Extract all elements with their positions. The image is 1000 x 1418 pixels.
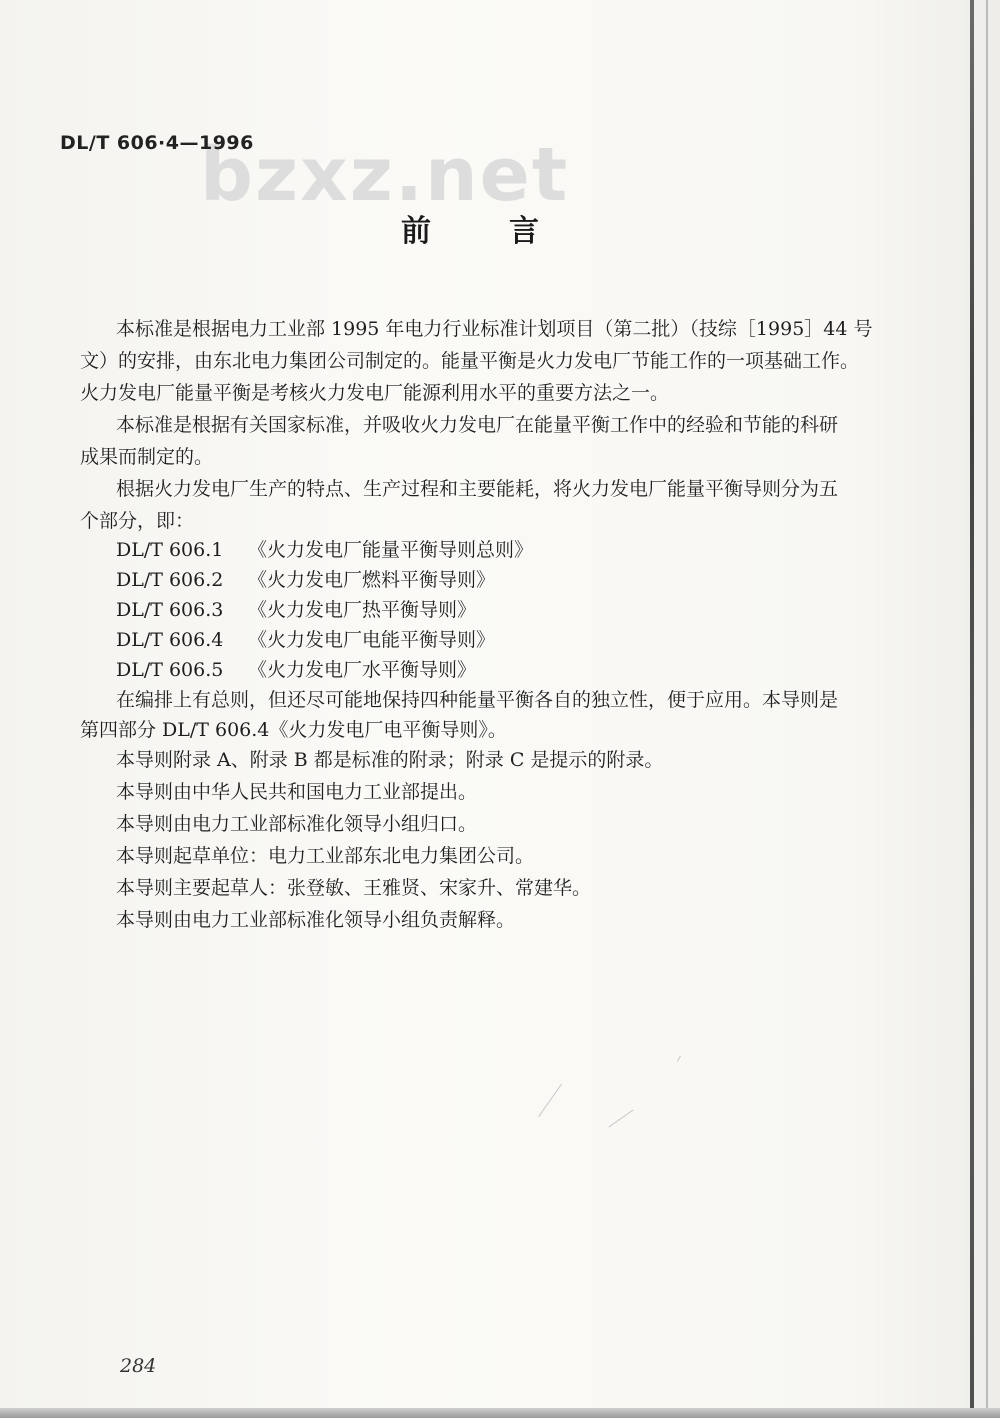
- paragraph-line: 本导则主要起草人：张登敏、王雅贤、宋家升、常建华。: [116, 877, 592, 899]
- watermark: bzxz.net: [200, 132, 570, 218]
- paragraph-line: 火力发电厂能量平衡是考核火力发电厂能源利用水平的重要方法之一。: [80, 382, 670, 404]
- paragraph-line: 本导则由中华人民共和国电力工业部提出。: [116, 781, 478, 803]
- scan-edge-line: [986, 0, 988, 1418]
- page-title: 前言: [401, 214, 617, 249]
- standard-list-item: [116, 568, 495, 592]
- standard-list-item: [116, 598, 476, 622]
- document-code: DL/T 606·4—1996: [60, 132, 254, 154]
- paragraph-line: 在编排上有总则，但还尽可能地保持四种能量平衡各自的独立性，便于应用。本导则是: [116, 689, 839, 711]
- standard-title: 《火力发电厂燃料平衡导则》: [248, 569, 496, 591]
- scan-bottom-edge: [0, 1408, 1000, 1418]
- paragraph-line: 文）的安排，由东北电力集团公司制定的。能量平衡是火力发电厂节能工作的一项基础工作。: [80, 350, 860, 372]
- paragraph-line: 本导则由电力工业部标准化领导小组负责解释。: [116, 909, 516, 931]
- page-number: 284: [120, 1355, 157, 1377]
- standard-title: 《火力发电厂热平衡导则》: [248, 599, 477, 621]
- scan-edge-shadow: [970, 0, 974, 1418]
- scan-mark: [538, 1084, 562, 1117]
- standard-code: DL/T 606.3: [116, 599, 224, 621]
- scan-mark: [608, 1109, 633, 1127]
- paragraph-line: 本导则附录 A、附录 B 都是标准的附录；附录 C 是提示的附录。: [116, 749, 664, 771]
- paragraph-line: 成果而制定的。: [80, 446, 214, 468]
- paragraph-line: 本标准是根据电力工业部 1995 年电力行业标准计划项目（第二批）（技综［1995］44 号: [116, 318, 873, 340]
- scan-mark: [677, 1056, 681, 1062]
- standard-code: DL/T 606.1: [116, 539, 224, 561]
- standard-title: 《火力发电厂能量平衡导则总则》: [248, 539, 534, 561]
- paragraph-line: 本导则起草单位：电力工业部东北电力集团公司。: [116, 845, 535, 867]
- paragraph-line: 个部分，即：: [80, 510, 195, 532]
- standard-title: 《火力发电厂电能平衡导则》: [248, 629, 496, 651]
- standard-list-item: [116, 658, 476, 682]
- standard-code: DL/T 606.2: [116, 569, 224, 591]
- paragraph-line: 本导则由电力工业部标准化领导小组归口。: [116, 813, 478, 835]
- paragraph-line: 本标准是根据有关国家标准，并吸收火力发电厂在能量平衡工作中的经验和节能的科研: [116, 414, 839, 436]
- standard-title: 《火力发电厂水平衡导则》: [248, 659, 477, 681]
- standard-code: DL/T 606.4: [116, 629, 224, 651]
- paragraph-line: 根据火力发电厂生产的特点、生产过程和主要能耗，将火力发电厂能量平衡导则分为五: [116, 478, 839, 500]
- standard-list-item: [116, 628, 495, 652]
- standard-list-item: [116, 538, 533, 562]
- standard-code: DL/T 606.5: [116, 659, 224, 681]
- paragraph-line: 第四部分 DL/T 606.4《火力发电厂电平衡导则》。: [80, 719, 507, 741]
